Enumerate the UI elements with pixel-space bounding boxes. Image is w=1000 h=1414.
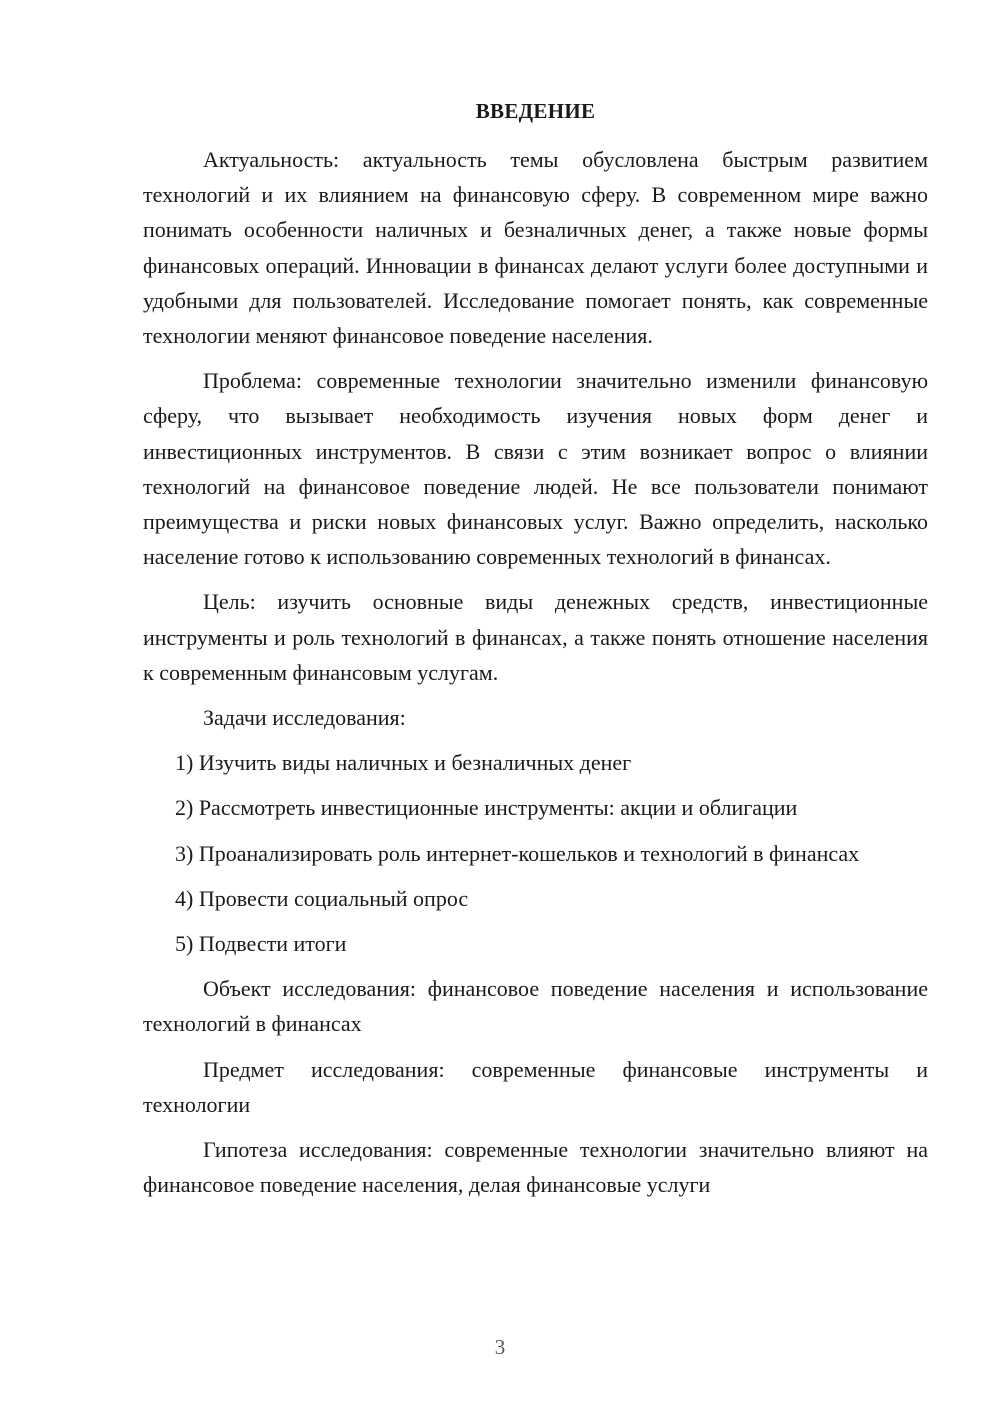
page-number: 3 bbox=[494, 1335, 506, 1359]
task-item: 1) Изучить виды наличных и безналичных денег bbox=[175, 750, 632, 776]
problem-paragraph: Проблема: современные технологии значительно изменили финансовую сферу, что вызывает необходимость изучения новых форм денег и инвестиционных инструментов. В связи с этим возникает вопрос о влиянии технологий на финансовое поведение людей. Не все пользователи понимают преимущества и риски новых финансовых услуг. Важно определить, насколько население готово к использованию современных технологий в финансах. bbox=[143, 368, 928, 570]
hypothesis-paragraph: Гипотеза исследования: современные технологии значительно влияют на финансовое поведение населения, делая финансовые услуги bbox=[143, 1137, 928, 1198]
subject-paragraph: Предмет исследования: современные финансовые инструменты и технологии bbox=[143, 1056, 928, 1117]
page-title: ВВЕДЕНИЕ bbox=[475, 99, 596, 123]
task-item: 3) Проанализировать роль интернет-кошельков и технологий в финансах bbox=[175, 840, 860, 866]
object-paragraph: Объект исследования: финансовое поведение населения и использование технологий в финансах bbox=[143, 976, 928, 1037]
tasks-heading: Задачи исследования: bbox=[203, 705, 406, 731]
body-text bbox=[143, 142, 928, 1202]
task-item: 5) Подвести итоги bbox=[175, 931, 347, 957]
task-item: 4) Провести социальный опрос bbox=[175, 885, 469, 911]
task-item: 2) Рассмотреть инвестиционные инструменты: акции и облигации bbox=[175, 795, 798, 821]
goal-paragraph: Цель: изучить основные виды денежных средств, инвестиционные инструменты и роль технологий в финансах, а также понять отношение населения к современным финансовым услугам. bbox=[143, 589, 928, 685]
relevance-paragraph: Актуальность: актуальность темы обусловлена быстрым развитием технологий и их влиянием на финансовую сферу. В современном мире важно понимать особенности наличных и безналичных денег, а также новые формы финансовых операций. Инновации в финансах делают услуги более доступными и удобными для пользователей. Исследование помогает понять, как современные технологии меняют финансовое поведение населения. bbox=[143, 147, 928, 349]
